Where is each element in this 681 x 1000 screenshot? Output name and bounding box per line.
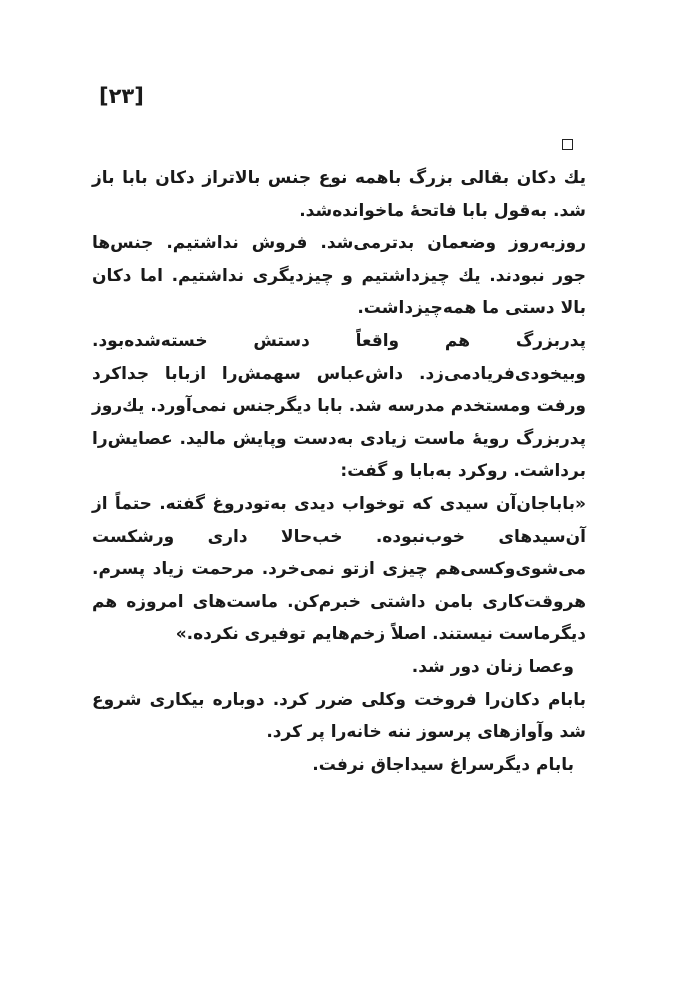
paragraph: بابام دکان‌را فروخت وکلی ضرر کرد. دوباره بیکاری شروع شد وآوازهای پرسوز ننه خانه‌را پر کرد. (92, 689, 586, 743)
section-marker-box (562, 139, 573, 150)
paragraph: «باباجان‌آن سیدی که توخواب دیدی به‌تودروغ گفته. حتماً از آن‌سیدهای خوب‌نبوده. خب‌حالا داری ورشکست می‌شوی‌وکسی‌هم چیزی ازتو نمی‌خرد. مرحمت زیاد پسرم. هروقت‌کاری بامن داشتی خبرم‌کن. ماست‌های امروزه هم دیگرماست نیستند. اصلاً زخم‌هایم توفیری نکرده.» (92, 493, 586, 645)
body-text (92, 162, 586, 781)
paragraph: وعصا زنان دور شد. (411, 656, 574, 677)
paragraph: روزبه‌روز وضعمان بدترمی‌شد. فروش نداشتیم. جنس‌ها جور نبودند. یك چیزداشتیم و چیزدیگری نداشتیم. اما دکان بالا دستی ما همه‌چیزداشت. (92, 233, 586, 319)
paragraph: بابام دیگرسراغ سیداجاق نرفت. (312, 754, 574, 775)
page-number: [۲۳] (99, 84, 144, 108)
paragraph: پدربزرگ هم واقعاً دستش خسته‌شده‌بود. وبیخودی‌فریادمی‌زد. داش‌عباس سهمش‌را ازبابا جداکرد ورفت ومستخدم مدرسه شد. بابا دیگرجنس نمی‌آورد. یك‌روز پدربزرگ رویهٔ ماست زیادی به‌دست وپایش مالید. عصایش‌را برداشت. روکرد به‌بابا و گفت: (92, 330, 586, 482)
paragraph: یك دکان بقالی بزرگ باهمه نوع جنس بالاتراز دکان بابا باز شد. به‌قول بابا فاتحهٔ ماخوانده‌شد. (92, 168, 586, 221)
